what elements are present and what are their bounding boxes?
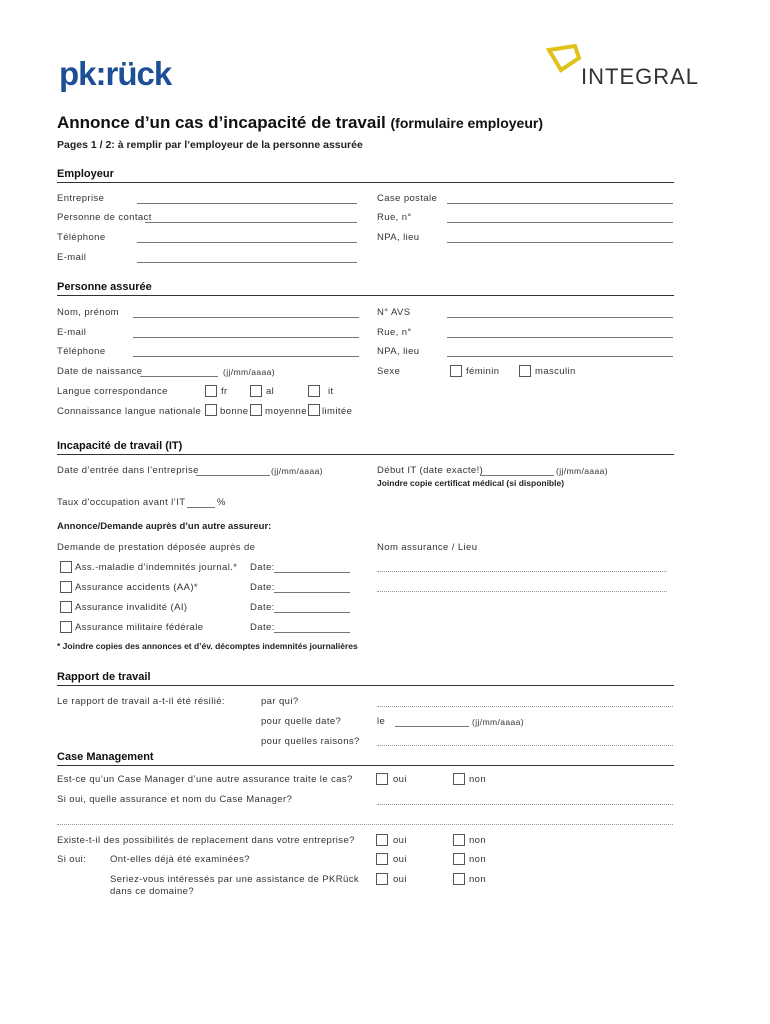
integral-logo-text: INTEGRAL <box>581 64 700 89</box>
label-q5-line2: dans ce domaine? <box>110 886 195 897</box>
checkbox-moyenne[interactable] <box>250 404 262 416</box>
label-npa: NPA, lieu <box>377 232 420 243</box>
checkbox-feminin[interactable] <box>450 365 462 377</box>
field-date-naissance[interactable] <box>140 376 218 377</box>
label-debut-it: Début IT (date exacte!) <box>377 465 484 476</box>
field-assure-rue[interactable] <box>447 337 673 338</box>
field-q2-line2[interactable] <box>57 824 673 825</box>
field-date-resiliation[interactable] <box>395 726 469 727</box>
pkruck-logo: pk:rück <box>59 55 172 92</box>
label-assure-telephone: Téléphone <box>57 346 106 357</box>
checkbox-q1-non[interactable] <box>453 773 465 785</box>
field-entreprise[interactable] <box>137 203 357 204</box>
label-pour-date: pour quelle date? <box>261 716 342 727</box>
checkbox-masculin[interactable] <box>519 365 531 377</box>
label-q1-oui: oui <box>393 774 407 785</box>
label-q4: Ont-elles déjà été examinées? <box>110 854 250 865</box>
note-joindre-copies: * Joindre copies des annonces et d’év. décomptes indemnités journalières <box>57 641 358 651</box>
label-q4-oui: oui <box>393 854 407 865</box>
label-q5-oui: oui <box>393 874 407 885</box>
label-q3-non: non <box>469 835 487 846</box>
checkbox-limitee[interactable] <box>308 404 320 416</box>
label-q5-line1: Seriez-vous intéressés par une assistance de PKRück <box>110 874 360 885</box>
note-certificat: Joindre copie certificat médical (si disponible) <box>377 478 565 488</box>
field-personne-contact[interactable] <box>145 222 357 223</box>
page-subtitle: Pages 1 / 2: à remplir par l’employeur de la personne assurée <box>57 139 363 151</box>
label-al: al <box>266 386 275 397</box>
section-incapacite: Incapacité de travail (IT) <box>57 440 674 455</box>
label-masculin: masculin <box>535 366 576 377</box>
field-email[interactable] <box>137 262 357 263</box>
field-date-ass-accidents[interactable] <box>274 592 350 593</box>
label-sexe: Sexe <box>377 366 401 377</box>
checkbox-bonne[interactable] <box>205 404 217 416</box>
checkbox-ass-maladie[interactable] <box>60 561 72 573</box>
label-q3-oui: oui <box>393 835 407 846</box>
label-feminin: féminin <box>466 366 500 377</box>
checkbox-q4-non[interactable] <box>453 853 465 865</box>
label-date-ass-accidents: Date: <box>250 582 275 593</box>
field-date-ass-invalidite[interactable] <box>274 612 350 613</box>
label-q4-non: non <box>469 854 487 865</box>
label-limitee: limitée <box>322 406 353 417</box>
field-avs[interactable] <box>447 317 673 318</box>
label-ass-militaire: Assurance militaire fédérale <box>75 622 204 633</box>
checkbox-ass-accidents[interactable] <box>60 581 72 593</box>
label-assure-email: E-mail <box>57 327 87 338</box>
field-q2-line1[interactable] <box>377 804 673 805</box>
date-format-hint: (jj/mm/aaaa) <box>223 367 276 377</box>
label-date-naissance: Date de naissance <box>57 366 143 377</box>
field-assure-email[interactable] <box>133 337 359 338</box>
label-langue: Langue correspondance <box>57 386 168 397</box>
label-fr: fr <box>221 386 228 397</box>
label-date-ass-maladie: Date: <box>250 562 275 573</box>
field-date-ass-militaire[interactable] <box>274 632 350 633</box>
label-date-entree: Date d’entrée dans l’entreprise <box>57 465 199 476</box>
label-nom-assurance: Nom assurance / Lieu <box>377 542 478 553</box>
label-resilie: Le rapport de travail a-t-il été résilié: <box>57 696 225 707</box>
field-date-ass-maladie[interactable] <box>274 572 350 573</box>
label-q3: Existe-t-il des possibilités de replacement dans votre entreprise? <box>57 835 355 846</box>
label-ass-accidents: Assurance accidents (AA)* <box>75 582 198 593</box>
label-rue: Rue, n° <box>377 212 412 223</box>
label-q2: Si oui, quelle assurance et nom du Case Manager? <box>57 794 293 805</box>
label-par-qui: par qui? <box>261 696 299 707</box>
section-personne-assuree: Personne assurée <box>57 281 674 296</box>
debut-it-format: (jj/mm/aaaa) <box>556 466 609 476</box>
label-email: E-mail <box>57 252 87 263</box>
label-q1: Est-ce qu’un Case Manager d’une autre assurance traite le cas? <box>57 774 353 785</box>
checkbox-q5-oui[interactable] <box>376 873 388 885</box>
date-entree-format: (jj/mm/aaaa) <box>271 466 324 476</box>
checkbox-al[interactable] <box>250 385 262 397</box>
label-demande: Demande de prestation déposée auprès de <box>57 542 256 553</box>
section-employeur: Employeur <box>57 168 674 183</box>
field-rue[interactable] <box>447 222 673 223</box>
field-case-postale[interactable] <box>447 203 673 204</box>
label-entreprise: Entreprise <box>57 193 105 204</box>
checkbox-ass-invalidite[interactable] <box>60 601 72 613</box>
field-assurance-lieu-2[interactable] <box>377 591 667 592</box>
field-assurance-lieu-1[interactable] <box>377 571 667 572</box>
label-personne-contact: Personne de contact <box>57 212 152 223</box>
label-assure-rue: Rue, n° <box>377 327 412 338</box>
label-telephone: Téléphone <box>57 232 106 243</box>
field-nom-prenom[interactable] <box>133 317 359 318</box>
field-assure-npa[interactable] <box>447 356 673 357</box>
label-date-ass-invalidite: Date: <box>250 602 275 613</box>
checkbox-fr[interactable] <box>205 385 217 397</box>
label-taux: Taux d’occupation avant l’IT <box>57 497 186 508</box>
label-pourcent: % <box>217 497 226 508</box>
label-raisons: pour quelles raisons? <box>261 736 360 747</box>
label-moyenne: moyenne <box>265 406 307 417</box>
field-date-entree[interactable] <box>196 475 270 476</box>
label-si-oui: Si oui: <box>57 854 87 865</box>
field-taux[interactable] <box>187 507 215 508</box>
checkbox-q3-oui[interactable] <box>376 834 388 846</box>
checkbox-it[interactable] <box>308 385 320 397</box>
label-it: it <box>328 386 334 397</box>
field-assure-telephone[interactable] <box>133 356 359 357</box>
section-case-management: Case Management <box>57 751 674 766</box>
label-bonne: bonne <box>220 406 249 417</box>
annonce-heading: Annonce/Demande auprès d’un autre assureur: <box>57 521 272 532</box>
checkbox-q5-non[interactable] <box>453 873 465 885</box>
label-avs: N° AVS <box>377 307 411 318</box>
label-connaissance: Connaissance langue nationale <box>57 406 202 417</box>
date-resiliation-format: (jj/mm/aaaa) <box>472 717 525 727</box>
checkbox-q4-oui[interactable] <box>376 853 388 865</box>
label-q5-non: non <box>469 874 487 885</box>
field-npa[interactable] <box>447 242 673 243</box>
label-ass-maladie: Ass.-maladie d’indemnités journal.* <box>75 562 238 573</box>
label-ass-invalidite: Assurance invalidité (AI) <box>75 602 188 613</box>
checkbox-ass-militaire[interactable] <box>60 621 72 633</box>
label-le: le <box>377 716 386 727</box>
page-title: Annonce d’un cas d’incapacité de travail (formulaire employeur) <box>57 113 543 132</box>
section-rapport: Rapport de travail <box>57 671 674 686</box>
label-assure-npa: NPA, lieu <box>377 346 420 357</box>
field-telephone[interactable] <box>137 242 357 243</box>
checkbox-q3-non[interactable] <box>453 834 465 846</box>
label-nom-prenom: Nom, prénom <box>57 307 119 318</box>
field-raisons[interactable] <box>377 745 673 746</box>
field-par-qui[interactable] <box>377 706 673 707</box>
label-date-ass-militaire: Date: <box>250 622 275 633</box>
checkbox-q1-oui[interactable] <box>376 773 388 785</box>
label-q1-non: non <box>469 774 487 785</box>
label-case-postale: Case postale <box>377 193 438 204</box>
field-debut-it[interactable] <box>480 475 554 476</box>
